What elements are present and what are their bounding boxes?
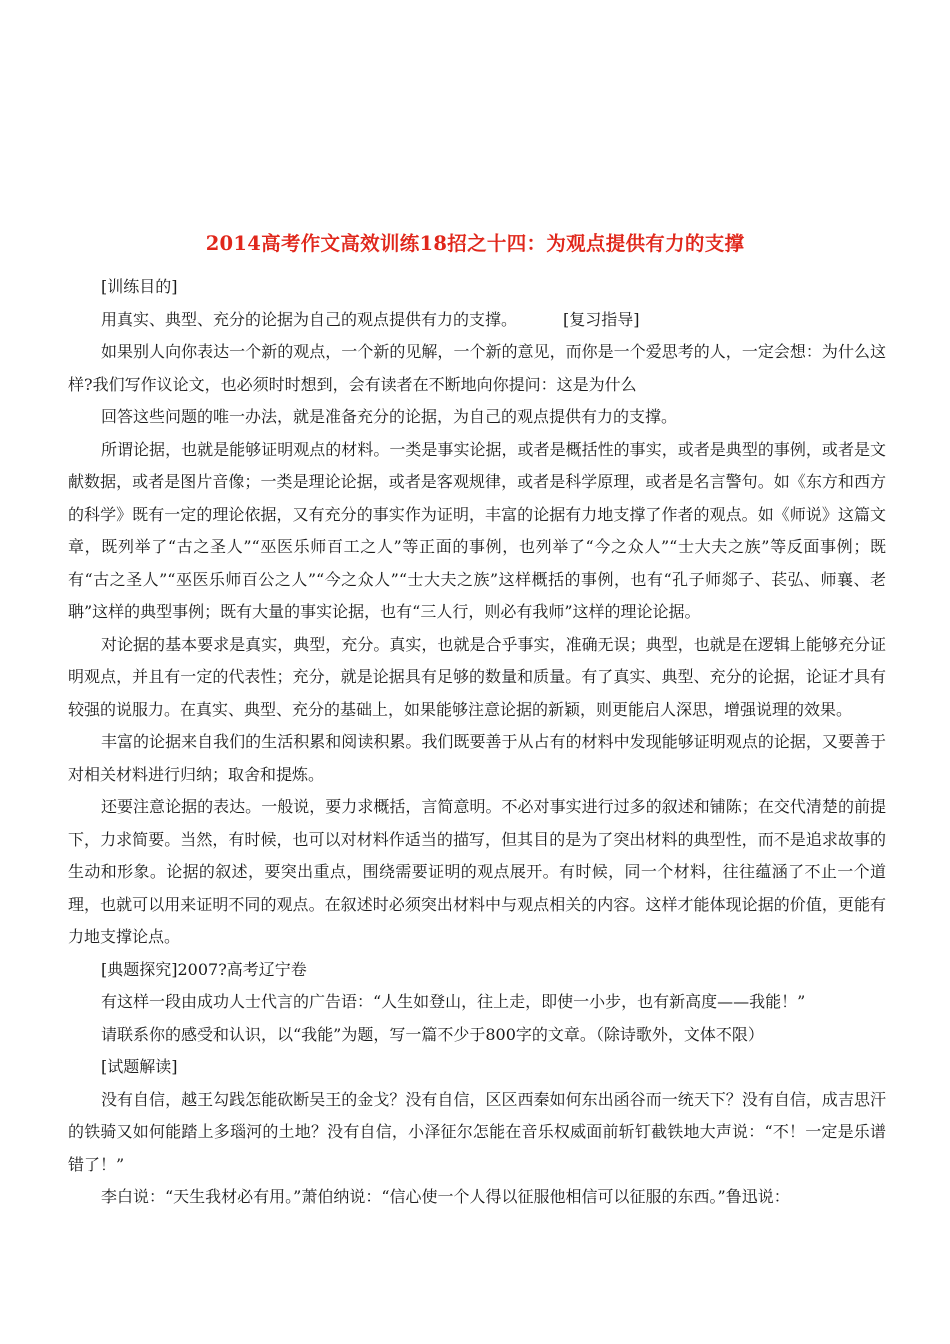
- paragraph: 丰富的论据来自我们的生活积累和阅读积累。我们既要善于从占有的材料中发现能够证明观点的论据，又要善于对相关材料进行归纳；取舍和提炼。: [68, 732, 886, 784]
- paragraph: 没有自信，越王勾践怎能砍断吴王的金戈？没有自信，区区西秦如何东出函谷而一统天下？没有自信，成吉思汗的铁骑又如何能踏上多瑙河的土地？没有自信，小泽征尔怎能在音乐权威面前斩钉截铁地大声说：“不！一定是乐谱错了！”: [68, 1089, 886, 1174]
- paragraph: 对论据的基本要求是真实，典型，充分。真实，也就是合乎事实，准确无误；典型，也就是在逻辑上能够充分证明观点，并且有一定的代表性；充分，就是论据具有足够的数量和质量。有了真实、典型、充分的论据，论证才具有较强的说服力。在真实、典型、充分的基础上，如果能够注意论据的新颖，则更能启人深思，增强说理的效果。: [68, 634, 886, 719]
- document-title: 2014高考作文高效训练18招之十四：为观点提供有力的支撑: [205, 232, 745, 255]
- paragraph-training-goal: [68, 304, 886, 337]
- paragraph: 还要注意论据的表达。一般说，要力求概括，言简意明。不必对事实进行过多的叙述和铺陈；在交代清楚的前提下，力求简要。当然，有时候，也可以对材料作适当的描写，但其目的是为了突出材料的典型性，而不是追求故事的生动和形象。论据的叙述，要突出重点，围绕需要证明的观点展开。有时候，同一个材料，往往蕴涵了不止一个道理，也就可以用来证明不同的观点。在叙述时必须突出材料中与观点相关的内容。这样才能体现论据的价值，更能有力地支撑论点。: [68, 797, 886, 946]
- paragraph: 如果别人向你表达一个新的观点，一个新的见解，一个新的意见，而你是一个爱思考的人，一定会想：为什么这样?我们写作议论文，也必须时时想到，会有读者在不断地向你提问：这是为什么: [68, 342, 886, 394]
- paragraph: 所谓论据，也就是能够证明观点的材料。一类是事实论据，或者是概括性的事实，或者是典型的事例，或者是文献数据，或者是图片音像；一类是理论论据，或者是客观规律，或者是科学原理，或者是名言警句。如《东方和西方的科学》既有一定的理论依据，又有充分的事实作为证明，丰富的论据有力地支撑了作者的观点。如《师说》这篇文章，既列举了“古之圣人”“巫医乐师百工之人”等正面的事例，也列举了“今之众人”“士大夫之族”等反面事例；既有“古之圣人”“巫医乐师百公之人”“今之众人”“士大夫之族”这样概括的事例，也有“孔子师郯子、苌弘、师襄、老聃”这样的典型事例；既有大量的事实论据，也有“三人行，则必有我师”这样的理论论据。: [68, 439, 886, 621]
- paragraph: 有这样一段由成功人士代言的广告语：“人生如登山，往上走，即使一小步，也有新高度——我能！”: [101, 992, 806, 1011]
- review-guide-heading: [复习指导]: [563, 309, 640, 329]
- paragraph: 回答这些问题的唯一办法，就是准备充分的论据，为自己的观点提供有力的支撑。: [101, 407, 678, 426]
- paragraph-training-goal-heading: [训练目的]: [101, 277, 178, 296]
- paragraph-analysis-heading: [试题解读]: [101, 1057, 178, 1076]
- training-goal-text: 用真实、典型、充分的论据为自己的观点提供有力的支撑。: [101, 309, 518, 329]
- paragraph: 请联系你的感受和认识，以“我能”为题，写一篇不少于800字的文章。（除诗歌外，文体不限）: [101, 1024, 764, 1044]
- document-body: [68, 271, 886, 1214]
- paragraph-example-heading: [典题探究]2007?高考辽宁卷: [101, 959, 307, 979]
- paragraph: 李白说：“天生我材必有用。”萧伯纳说：“信心使一个人得以征服他相信可以征服的东西。”鲁迅说：: [101, 1187, 790, 1206]
